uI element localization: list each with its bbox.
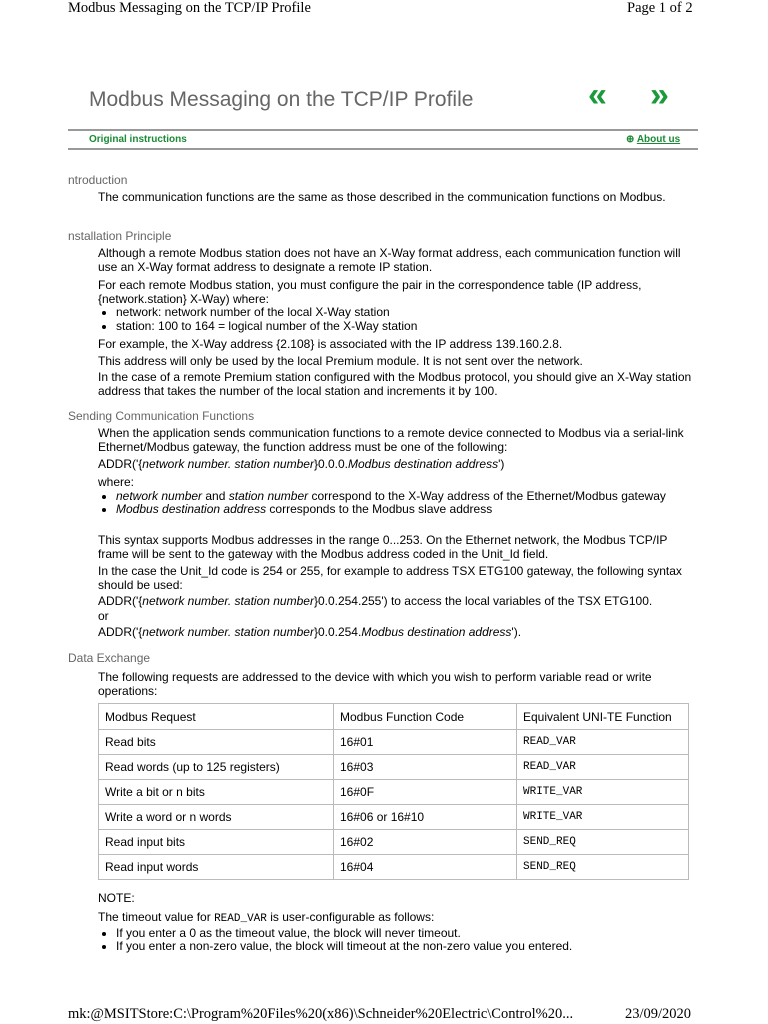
paragraph: The following requests are addressed to the device with which you wish to perform variable read or write operations: xyxy=(98,670,652,698)
original-instructions-label: Original instructions xyxy=(89,134,187,145)
unite-function-cell: WRITE_VAR xyxy=(517,780,689,805)
text: Modbus destination address xyxy=(116,502,267,516)
paragraph: This syntax supports Modbus addresses in the range 0...253. On the Ethernet network, the Modbus TCP/IP frame will be sent to the gateway with the Modbus address coded in the Unit_Id field. xyxy=(98,533,668,561)
about-us-label[interactable]: About us xyxy=(636,134,681,145)
page-number: Page 1 of 2 xyxy=(627,0,693,16)
table-row xyxy=(99,755,689,780)
print-footer-path: mk:@MSITStore:C:\Program%20Files%20(x86)\Schneider%20Electric\Control%20... xyxy=(68,1006,574,1022)
previous-page-icon[interactable]: « xyxy=(588,76,601,114)
function-code-cell: 16#03 xyxy=(334,755,517,780)
unite-function-cell: WRITE_VAR xyxy=(517,805,689,830)
request-cell: Read bits xyxy=(99,730,334,755)
function-code-table xyxy=(98,703,689,880)
print-header-title: Modbus Messaging on the TCP/IP Profile xyxy=(68,0,311,16)
note-body xyxy=(98,911,698,954)
function-code-cell: 16#06 or 16#10 xyxy=(334,805,517,830)
list-item: • station: 100 to 164 = logical number of the X-Way station xyxy=(116,320,698,334)
function-code-cell: 16#02 xyxy=(334,830,517,855)
text: is user-configurable as follows: xyxy=(266,910,435,924)
list-item: • If you enter a non-zero value, the block will timeout at the non-zero value you entered. xyxy=(116,940,698,954)
address-syntax xyxy=(98,595,698,609)
request-cell: Write a word or n words xyxy=(99,805,334,830)
divider xyxy=(68,148,698,150)
address-syntax xyxy=(98,458,698,472)
paragraph: In the case of a remote Premium station configured with the Modbus protocol, you should give an X-Way station address that takes the number of the local station and increments it by 100. xyxy=(98,370,692,398)
table-header-row xyxy=(99,704,689,730)
text: The timeout value for xyxy=(98,910,215,924)
table-row xyxy=(99,855,689,880)
paragraph: In the case the Unit_Id code is 254 or 255, for example to address TSX ETG100 gateway, the following syntax should be used: xyxy=(98,564,682,592)
text: correspond to the X-Way address of the Ethernet/Modbus gateway xyxy=(308,488,666,503)
about-us-link[interactable] xyxy=(626,134,680,145)
function-code-cell: 16#01 xyxy=(334,730,517,755)
paragraph: Although a remote Modbus station does not have an X-Way format address, each communication function will use an X-Way format address to designate a remote IP station. xyxy=(98,246,681,274)
table-row xyxy=(99,780,689,805)
paragraph: The communication functions are the same as those described in the communication functions on Modbus. xyxy=(98,190,666,204)
request-cell: Write a bit or n bits xyxy=(99,780,334,805)
table-row xyxy=(99,805,689,830)
paragraph xyxy=(98,279,698,333)
paragraph: or xyxy=(98,609,109,623)
request-cell: Read input words xyxy=(99,855,334,880)
section-heading-data-exchange: Data Exchange xyxy=(68,651,151,665)
column-header: Equivalent UNI-TE Function xyxy=(517,704,689,730)
text: network number xyxy=(116,488,203,503)
section-heading-introduction: ntroduction xyxy=(68,173,128,187)
list-item xyxy=(116,503,698,517)
text: ') xyxy=(498,457,505,471)
text: ADDR('{ xyxy=(98,594,143,608)
divider xyxy=(68,129,698,131)
next-page-icon[interactable]: » xyxy=(650,76,663,114)
text: station number xyxy=(228,488,309,503)
unite-function-cell: READ_VAR xyxy=(517,755,689,780)
paragraph-text: where: xyxy=(98,475,135,489)
text: Modbus destination address xyxy=(347,457,499,471)
bullet-list xyxy=(98,306,698,333)
paragraph: When the application sends communication functions to a remote device connected to Modbus via a serial-link Ethernet/Modbus gateway, the function address must be one of the following: xyxy=(98,426,684,454)
code-text: READ_VAR xyxy=(214,913,267,925)
unite-function-cell: SEND_REQ xyxy=(517,830,689,855)
request-cell: Read words (up to 125 registers) xyxy=(99,755,334,780)
list-item xyxy=(116,490,698,504)
list-item: • If you enter a 0 as the timeout value, the block will never timeout. xyxy=(116,927,698,941)
paragraph xyxy=(98,476,698,517)
column-header: Modbus Request xyxy=(99,704,334,730)
text: }0.0.0. xyxy=(313,457,348,471)
address-syntax xyxy=(98,626,698,640)
bullet-list xyxy=(98,490,698,517)
globe-icon: ⊕ xyxy=(626,134,635,145)
section-heading-installation: nstallation Principle xyxy=(68,229,172,243)
text: }0.0.254. xyxy=(313,625,362,639)
text: network number. station number xyxy=(142,625,314,639)
text: network number. station number xyxy=(142,457,314,471)
request-cell: Read input bits xyxy=(99,830,334,855)
unite-function-cell: SEND_REQ xyxy=(517,855,689,880)
text: ADDR('{ xyxy=(98,457,143,471)
text: corresponds to the Modbus slave address xyxy=(266,502,493,516)
bullet-list xyxy=(98,927,698,954)
paragraph: This address will only be used by the local Premium module. It is not sent over the network. xyxy=(98,354,583,368)
paragraph: For example, the X-Way address {2.108} is associated with the IP address 139.160.2.8. xyxy=(98,337,563,351)
table-row xyxy=(99,830,689,855)
paragraph-text: For each remote Modbus station, you must configure the pair in the correspondence table (IP address, {network.station} X-Way) where: xyxy=(98,278,642,306)
paragraph-text xyxy=(98,911,698,927)
print-date: 23/09/2020 xyxy=(625,1006,692,1022)
text: ADDR('{ xyxy=(98,625,143,639)
text: and xyxy=(202,488,229,503)
function-code-cell: 16#04 xyxy=(334,855,517,880)
unite-function-cell: READ_VAR xyxy=(517,730,689,755)
text: network number. station number xyxy=(142,594,314,608)
page-title: Modbus Messaging on the TCP/IP Profile xyxy=(89,88,474,111)
list-item: • network: network number of the local X-Way station xyxy=(116,306,698,320)
text: }0.0.254.255') to access the local variables of the TSX ETG100. xyxy=(313,594,653,608)
table-row xyxy=(99,730,689,755)
text: Modbus destination address xyxy=(361,625,512,639)
note-label: NOTE: xyxy=(98,891,135,905)
section-heading-sending: Sending Communication Functions xyxy=(68,409,255,423)
column-header: Modbus Function Code xyxy=(334,704,517,730)
text: '). xyxy=(511,625,522,639)
function-code-cell: 16#0F xyxy=(334,780,517,805)
